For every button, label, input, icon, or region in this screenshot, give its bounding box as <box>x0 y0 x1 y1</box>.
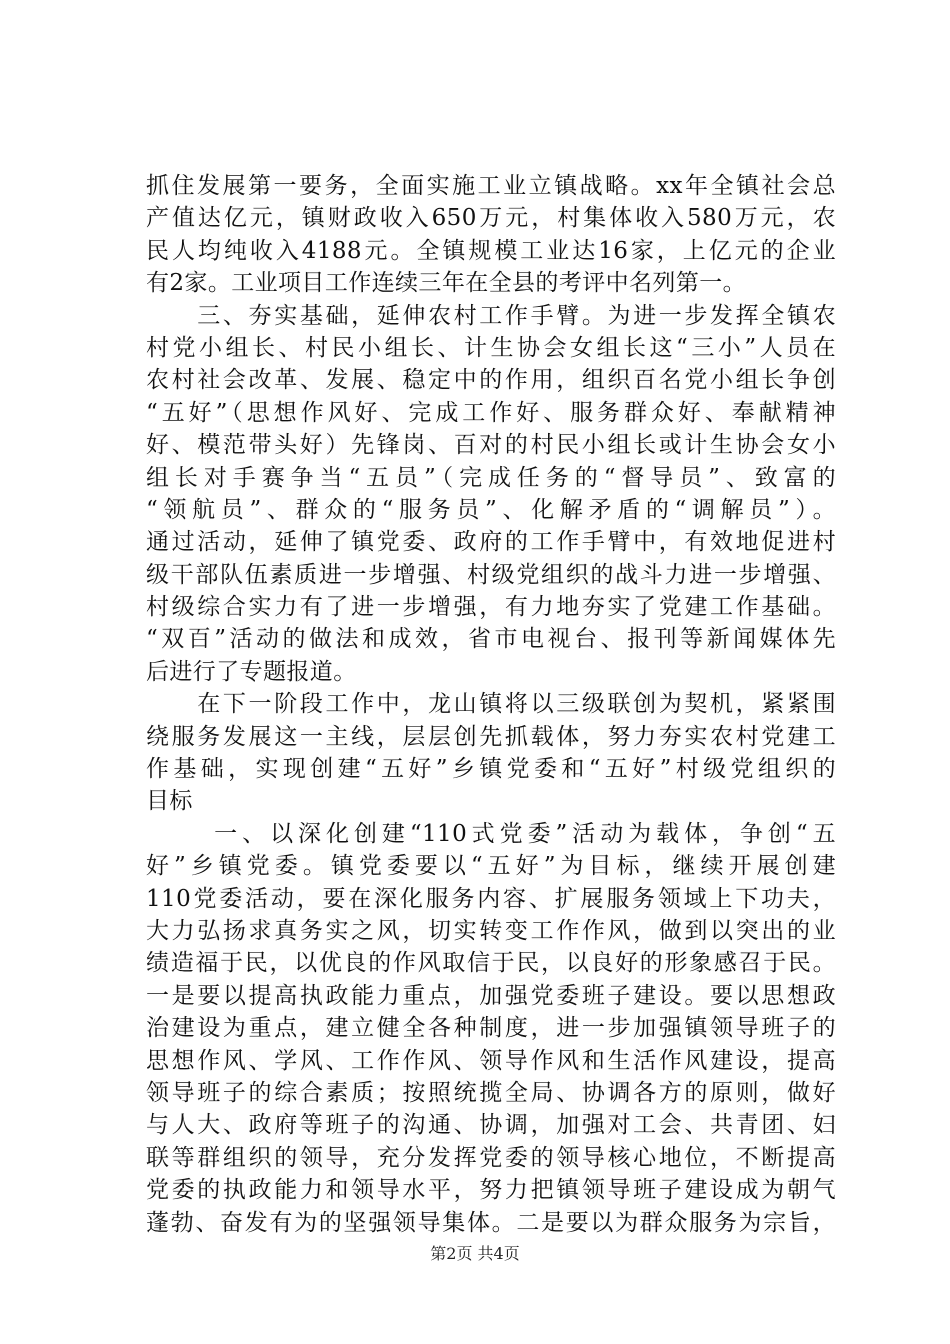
text-line: 绩造福于民，以优良的作风取信于民，以良好的形象感召于民。 <box>146 950 836 977</box>
text-line: 党委的执政能力和领导水平，努力把镇领导班子建设成为朝气 <box>146 1177 836 1204</box>
text-line: 农村社会改革、发展、稳定中的作用，组织百名党小组长争创 <box>146 367 836 394</box>
text-line: 蓬勃、奋发有为的坚强领导集体。二是要以为群众服务为宗旨， <box>146 1209 836 1236</box>
text-line: 领导班子的综合素质；按照统揽全局、协调各方的原则，做好 <box>146 1079 836 1106</box>
text-line: 一是要以提高执政能力重点，加强党委班子建设。要以思想政 <box>146 982 836 1009</box>
text-line: 村党小组长、村民小组长、计生协会女组长这“三小”人员在 <box>146 334 836 361</box>
text-line: 绕服务发展这一主线，层层创先抓载体，努力夯实农村党建工 <box>146 723 836 750</box>
text-line: 村级综合实力有了进一步增强，有力地夯实了党建工作基础。 <box>146 594 836 621</box>
text-line: “双百”活动的做法和成效，省市电视台、报刊等新闻媒体先 <box>146 626 836 653</box>
text-line: 产值达亿元，镇财政收入650万元，村集体收入580万元，农 <box>146 205 836 232</box>
text-line: 好、模范带头好）先锋岗、百对的村民小组长或计生协会女小 <box>146 432 836 459</box>
text-line: 大力弘扬求真务实之风，切实转变工作作风，做到以突出的业 <box>146 917 836 944</box>
text-line: 后进行了专题报道。 <box>146 658 357 685</box>
text-line: 民人均纯收入4188元。全镇规模工业达16家，上亿元的企业 <box>146 237 836 264</box>
text-line: 与人大、政府等班子的沟通、协调，加强对工会、共青团、妇 <box>146 1112 836 1139</box>
page-number-footer: 第2页 共4页 <box>430 1244 520 1263</box>
document-body <box>146 170 836 1239</box>
text-line: 好”乡镇党委。镇党委要以“五好”为目标，继续开展创建 <box>146 853 836 880</box>
text-line: 三、夯实基础，延伸农村工作手臂。为进一步发挥全镇农 <box>146 302 836 329</box>
text-line: “五好”（思想作风好、完成工作好、服务群众好、奉献精神 <box>146 399 836 426</box>
text-line: 抓住发展第一要务，全面实施工业立镇战略。xx年全镇社会总 <box>146 173 836 199</box>
text-line: 目标 <box>146 788 193 815</box>
text-line: 110党委活动，要在深化服务内容、扩展服务领域上下功夫， <box>146 885 836 912</box>
text-line: 通过活动，延伸了镇党委、政府的工作手臂中，有效地促进村 <box>146 529 836 556</box>
text-line: 组长对手赛争当“五员”（完成任务的“督导员”、致富的 <box>146 464 836 491</box>
text-line: “领航员”、群众的“服务员”、化解矛盾的“调解员”）。 <box>146 496 836 523</box>
text-line: 治建设为重点，建立健全各种制度，进一步加强镇领导班子的 <box>146 1015 836 1042</box>
text-line: 有2家。工业项目工作连续三年在全县的考评中名列第一。 <box>146 270 747 297</box>
text-line: 级干部队伍素质进一步增强、村级党组织的战斗力进一步增强、 <box>146 561 836 588</box>
text-line: 作基础，实现创建“五好”乡镇党委和“五好”村级党组织的 <box>146 756 836 783</box>
text-line: 思想作风、学风、工作作风、领导作风和生活作风建设，提高 <box>146 1047 836 1074</box>
text-line: 在下一阶段工作中，龙山镇将以三级联创为契机，紧紧围 <box>146 691 836 718</box>
text-line: 联等群组织的领导，充分发挥党委的领导核心地位，不断提高 <box>146 1144 836 1171</box>
text-line: 一、以深化创建“110式党委”活动为载体，争创“五 <box>146 820 836 847</box>
